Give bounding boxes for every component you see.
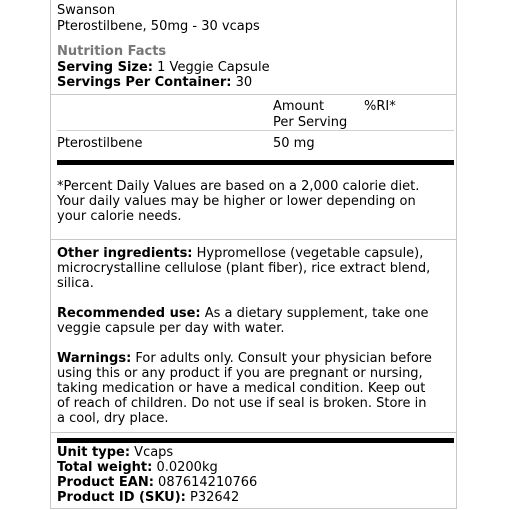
ri-header: %RI* xyxy=(364,99,396,114)
servings-per-container xyxy=(57,75,252,90)
total-weight-label: Total weight: xyxy=(57,460,153,475)
nutrient-amount: 50 mg xyxy=(273,136,315,151)
thick-rule xyxy=(57,438,454,443)
unit-type xyxy=(57,445,173,460)
footnote-line: *Percent Daily Values are based on a 2,000 calorie diet. xyxy=(57,179,420,194)
product-ean xyxy=(57,475,257,490)
supplement-facts-panel xyxy=(50,0,457,509)
product-sku xyxy=(57,490,239,505)
ean-value: 087614210766 xyxy=(158,475,258,490)
amount-header-line1: Amount xyxy=(273,99,325,114)
sku-value: P32642 xyxy=(190,490,240,505)
serving-size-value: 1 Veggie Capsule xyxy=(157,60,270,75)
table-header-rule xyxy=(57,130,454,131)
nutrient-name: Pterostilbene xyxy=(57,136,143,151)
serving-size-label: Serving Size: xyxy=(57,60,154,75)
sku-label: Product ID (SKU): xyxy=(57,490,186,505)
ingredients-text: Hypromellose (vegetable capsule), xyxy=(192,246,424,261)
recommended-text: As a dietary supplement, take one xyxy=(200,306,429,321)
servings-value: 30 xyxy=(235,75,253,90)
warnings-line: taking medication or have a medical condition. Keep out xyxy=(57,381,426,396)
warnings-line: using this or any product if you are pregnant or nursing, xyxy=(57,366,423,381)
facts-title: Nutrition Facts xyxy=(57,44,167,59)
unit-type-value: Vcaps xyxy=(134,445,174,460)
thick-rule xyxy=(57,160,454,165)
ingredients-line: silica. xyxy=(57,276,94,291)
total-weight xyxy=(57,460,218,475)
ean-label: Product EAN: xyxy=(57,475,154,490)
warnings-line: a cool, dry place. xyxy=(57,411,169,426)
servings-label: Servings Per Container: xyxy=(57,75,232,90)
ingredients-line: microcrystalline cellulose (plant fiber), rice extract blend, xyxy=(57,261,431,276)
warnings-label: Warnings: xyxy=(57,351,132,366)
footnote-line: your calorie needs. xyxy=(57,209,182,224)
ingredients-line xyxy=(57,246,423,261)
unit-type-label: Unit type: xyxy=(57,445,131,460)
brand-name: Swanson xyxy=(57,3,116,18)
divider xyxy=(51,432,456,433)
divider xyxy=(51,239,456,240)
recommended-line xyxy=(57,306,429,321)
warnings-text: For adults only. Consult your physician before xyxy=(131,351,432,366)
warnings-line: of reach of children. Do not use if seal is broken. Store in xyxy=(57,396,427,411)
total-weight-value: 0.0200kg xyxy=(156,460,218,475)
ingredients-label: Other ingredients: xyxy=(57,246,193,261)
footnote-line: Your daily values may be higher or lower depending on xyxy=(57,194,416,209)
product-name: Pterostilbene, 50mg - 30 vcaps xyxy=(57,19,260,34)
serving-size xyxy=(57,60,270,75)
divider xyxy=(51,94,456,95)
recommended-line: veggie capsule per day with water. xyxy=(57,321,285,336)
warnings-line xyxy=(57,351,432,366)
recommended-label: Recommended use: xyxy=(57,306,201,321)
amount-header-line2: Per Serving xyxy=(273,115,348,130)
